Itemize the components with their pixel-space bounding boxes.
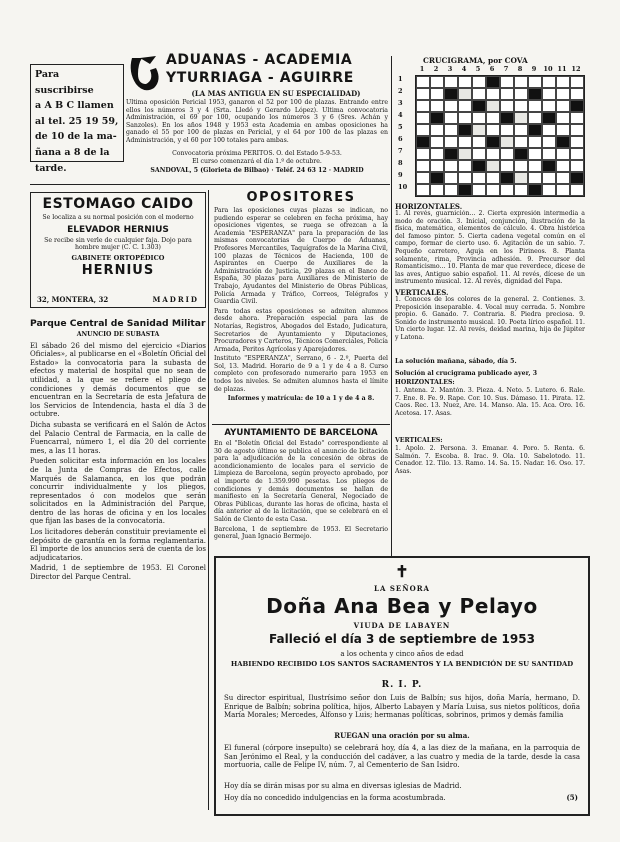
crossword-cell (570, 124, 584, 136)
obituary-mass: Hoy día se dirán misas por su alma en diversas iglesias de Madrid. (224, 782, 462, 790)
crossword-cell (514, 88, 528, 100)
crossword-block (444, 88, 458, 100)
crossword-cell (570, 136, 584, 148)
aduanas-begin: El curso comenzará el día 1.º de octubre. (192, 158, 322, 165)
aduanas-address: SANDOVAL, 5 (Glorieta de Bilbao) · Teléf. 24 63 12 · MADRID (150, 167, 364, 174)
previous-v-solution: 1. Apolo. 2. Persona. 3. Emanar. 4. Poro. 5. Renta. 6. Salmón. 7. Escoba. 8. Irac. 9. Ola. 10. Sabelotodo. 11. Cenador. 12. Tilo. 13. Ramo. 14. Sa. 15. Nadar. 16. Oso. 17. Asas. (395, 445, 585, 475)
crossword-block (528, 124, 542, 136)
crossword-cell (444, 160, 458, 172)
crossword-grid (415, 75, 585, 197)
crossword-cell (444, 76, 458, 88)
crossword-cell (416, 148, 430, 160)
obituary-funeral: El funeral (córpore insepulto) se celebrará hoy, día 4, a las diez de la mañana, en la parroquia de San Jerónimo el Real, y la conducción del cadáver, a las cuatro y media de la tarde, desde la casa mortuoria, calle de Felipe IV, núm. 7, al Cementerio de San Isidro. (224, 744, 580, 770)
crossword-block (486, 136, 500, 148)
obituary (214, 556, 590, 816)
obituary-sacraments: HABIENDO RECIBIDO LOS SANTOS SACRAMENTOS Y LA BENDICIÓN DE SU SANTIDAD (230, 660, 574, 668)
col-number: 1 (419, 65, 425, 73)
crossword-cell (486, 100, 500, 112)
parque-para-4: Los licitadores deberán constituir previamente el depósito de garantía en la forma reglamentaria. El importe de los anuncios será de cuenta de los adjudicatarios. (30, 528, 206, 562)
crossword-cell (444, 112, 458, 124)
crossword-cell (472, 124, 486, 136)
estomago-brand-2: HERNIUS (81, 262, 155, 278)
crossword-block (416, 136, 430, 148)
crossword-cell (416, 88, 430, 100)
col-number: 8 (517, 65, 523, 73)
crossword-block (542, 160, 556, 172)
crossword-cell (500, 76, 514, 88)
crossword-cell (514, 124, 528, 136)
col-number: 9 (531, 65, 537, 73)
crossword-block (500, 172, 514, 184)
crossword-cell (570, 88, 584, 100)
crossword-cell (472, 184, 486, 196)
crossword-cell (444, 124, 458, 136)
obituary-ref: (5) (566, 793, 578, 802)
previous-solution-title: Solución al crucigrama publicado ayer, 3 (395, 370, 538, 377)
crossword-cell (556, 160, 570, 172)
crossword-block (570, 100, 584, 112)
opositores-para-1: Para las oposiciones cuyas plazas se indican, no pudiendo esperar se celebren en fecha próxima, hay oposiciones vigentes, se ruega se ofrezcan a la Academia "ESPERANZA" para la preparación de las mismas convocatorias de Cuerpo de Aduanas, Profesores Mercantiles, Taquígrafos de la Marina Civil, 100 plazas de Técnicos de Hacienda, 100 de Aspirantes en Cuerpo de Auxiliares de la Administración de Justicia, 29 plazas en el Banco de España, 30 plazas para Auxiliares de Ministerio de Trabajo, Ayudantes del Ministerio de Obras Públicas, Policía Armada y Tráfico, Correos, Telégrafos y Guardia Civil. (214, 207, 388, 306)
crossword-cell (514, 160, 528, 172)
estomago-cabinet: GABINETE ORTOPÉDICO (71, 253, 165, 262)
col-number: 6 (489, 65, 495, 73)
crossword-cell (486, 160, 500, 172)
crossword-cell (556, 112, 570, 124)
aduanas-next: Convocatoria próxima PERITOS. O. del Estado 5-9-53. (172, 150, 342, 157)
obituary-intro: LA SEÑORA (374, 584, 430, 593)
crossword-cell (528, 160, 542, 172)
crossword-cell (528, 112, 542, 124)
solution-note: La solución mañana, sábado, día 5. (395, 358, 517, 365)
estomago-city: MADRID (152, 295, 199, 304)
crossword-cell (486, 148, 500, 160)
crossword-block (570, 172, 584, 184)
barcelona-notice (214, 428, 388, 552)
crossword-cell (542, 88, 556, 100)
obituary-rip: R. I. P. (381, 680, 423, 690)
crossword-cell (570, 112, 584, 124)
subscription-box (30, 64, 124, 174)
subscription-text: Para suscribirse a A B C llamen al tel. 25 19 59, de 10 de la ma- ñana a 8 de la tarde. (35, 69, 119, 174)
col-number: 7 (503, 65, 509, 73)
col-number: 10 (543, 65, 553, 73)
row-number: 2 (398, 87, 403, 95)
crossword-cell (458, 160, 472, 172)
opositores-para-4: Informes y matrícula: de 10 a 1 y de 4 a 8. (227, 395, 375, 403)
crossword-cell (458, 148, 472, 160)
estomago-ad (30, 192, 206, 308)
row-number: 5 (398, 123, 403, 131)
crossword-block (458, 124, 472, 136)
crossword-cell (500, 136, 514, 148)
crossword-cell (430, 100, 444, 112)
crossword-cell (486, 112, 500, 124)
estomago-address: 32, MONTERA, 32 (37, 295, 109, 304)
verticales-label: VERTICALES. (395, 288, 449, 297)
crossword-cell (486, 172, 500, 184)
crossword-cell (542, 100, 556, 112)
opositores-ad (214, 190, 388, 422)
crossword-cell (542, 184, 556, 196)
row-number: 1 (398, 75, 403, 83)
obituary-age: a los ochenta y cinco años de edad (340, 650, 464, 658)
crossword-cell (514, 100, 528, 112)
crossword-cell (528, 76, 542, 88)
crossword-block (486, 76, 500, 88)
crossword-cell (430, 148, 444, 160)
obituary-family: Su director espiritual, Ilustrísimo señor don Luis de Balbín; sus hijos, doña María, hermano, D. Enrique de Balbín; sobrina política, hijos, Alberto Labayen y María Luisa, sus nietos políticos, doña María Morales; Mercedes, Alfonso y Luis; hermanas políticas, sobrinos, primos y demás familia (224, 694, 580, 720)
row-number: 10 (398, 183, 408, 191)
barcelona-title: AYUNTAMIENTO DE BARCELONA (224, 428, 378, 438)
crossword-cell (416, 112, 430, 124)
crossword-cell (570, 160, 584, 172)
barcelona-sign: Barcelona, 1 de septiembre de 1953. El Secretario general, Juan Ignacio Bermejo. (214, 525, 388, 541)
row-number: 7 (398, 147, 403, 155)
aduanas-subtitle: (LA MAS ANTIGUA EN SU ESPECIALIDAD) (191, 89, 361, 98)
divider-top (30, 184, 390, 185)
col-number: 12 (571, 65, 581, 73)
crossword-cell (500, 160, 514, 172)
crossword-cell (556, 100, 570, 112)
crossword-cell (542, 124, 556, 136)
crossword-cell (416, 172, 430, 184)
crossword-cell (556, 76, 570, 88)
crossword-cell (556, 88, 570, 100)
crossword-cell (500, 184, 514, 196)
crossword-cell (500, 88, 514, 100)
crossword-cell (556, 184, 570, 196)
crossword-cell (416, 160, 430, 172)
estomago-title: ESTOMAGO CAIDO (42, 196, 194, 212)
obituary-name: Doña Ana Bea y Pelayo (266, 594, 538, 618)
col-number: 11 (557, 65, 567, 73)
crossword-cell (458, 76, 472, 88)
col-number: 5 (475, 65, 481, 73)
crossword-cell (486, 88, 500, 100)
row-number: 9 (398, 171, 403, 179)
crossword-cell (500, 148, 514, 160)
aduanas-title-1: ADUANAS - ACADEMIA (166, 52, 353, 68)
crossword-block (444, 148, 458, 160)
crossword-cell (542, 172, 556, 184)
obituary-died: Falleció el día 3 de septiembre de 1953 (269, 632, 535, 646)
parque-para-3: Pueden solicitar esta información en los locales de la Junta de Compras de Efectos, calle Marqués de Salamanca, en los que podrán concurrir individualmente y los pliegos, representados ó con modelos que serán solicitados en la Administración del Parque, dentro de las horas de oficina y en los locales que fijan las bases de la convocatoria. (30, 457, 206, 526)
crossword-cell (430, 136, 444, 148)
crossword-cell (514, 184, 528, 196)
previous-v-label: VERTICALES: (395, 437, 443, 444)
crossword-cell (542, 76, 556, 88)
divider-mid (212, 424, 390, 425)
cross-icon: ✝ (395, 562, 409, 581)
crossword-block (542, 112, 556, 124)
crossword-cell (542, 148, 556, 160)
crossword-cell (430, 160, 444, 172)
obituary-widow: VIUDA DE LABAYEN (353, 621, 451, 630)
crossword-block (514, 148, 528, 160)
crossword-cell (514, 136, 528, 148)
verticales-clues: 1. Conoces de los colores de la general. 2. Contienes. 3. Preposición inseparable. 4. Vocal muy cerrada. 5. Nombre propio. 6. Ganado. 7. Contraria. 8. Piedra preciosa. 9. Sonido de instrumento musical. 10. Poeta lírico español. 11. Un cierto lugar. 12. Al revés, deidad marina, hija de Júpiter y Latona. (395, 296, 585, 341)
crossword-cell (472, 172, 486, 184)
crossword-cell (556, 148, 570, 160)
estomago-line1: Se localiza a su normal posición con el moderno (42, 214, 194, 221)
crossword-cell (556, 124, 570, 136)
crossword-cell (416, 76, 430, 88)
crossword-block (472, 100, 486, 112)
crossword-cell (528, 172, 542, 184)
obituary-footer: Hoy día no concedido indulgencias en la forma acostumbrada. (224, 794, 446, 802)
crossword-cell (444, 172, 458, 184)
crossword-block (528, 184, 542, 196)
crossword-block (458, 184, 472, 196)
opositores-para-2: Para todas estas oposiciones se admiten alumnos desde ahora. Preparación especial para las de Notarías, Registros, Abogados del Estado, Judicatura, Secretarios de Ayuntamiento y Diputaciones, Procuradores y Carteros, Técnicos Comerciales, Policía Armada, Peritos Agrícolas y Aparejadores. (214, 307, 388, 353)
academy-logo-icon (126, 54, 162, 98)
crossword-cell (458, 88, 472, 100)
crossword-cell (472, 88, 486, 100)
crossword-cell (444, 100, 458, 112)
crossword-cell (430, 124, 444, 136)
row-number: 8 (398, 159, 403, 167)
row-number: 6 (398, 135, 403, 143)
crossword-cell (514, 172, 528, 184)
column-divider-2 (391, 56, 392, 556)
estomago-line2: Se recibe sin verle de cualquier faja. Dojo para hombre mujer (C. C. 1.303) (44, 236, 192, 252)
crossword-cell (416, 184, 430, 196)
previous-h-label: HORIZONTALES: (395, 379, 455, 386)
crossword-cell (416, 100, 430, 112)
aduanas-ad (126, 52, 388, 182)
crossword-block (556, 136, 570, 148)
crossword-block (430, 172, 444, 184)
crossword-cell (430, 88, 444, 100)
crossword-cell (430, 76, 444, 88)
crossword-col-numbers (415, 65, 583, 73)
crossword-cell (542, 136, 556, 148)
column-divider-1 (208, 190, 209, 810)
crossword-cell (416, 124, 430, 136)
crossword-cell (514, 76, 528, 88)
horizontales-clues: 1. Al revés, guarnición... 2. Cierta expresión intermedia a modo de oración. 3. Inicial, conjunción, ilustración de la física, matemática, elementos de cálculo. 4. Obra histórica del famoso pintor. 5. Cierta cadena vegetal común en el campo, formar de cierto uso. 6. Agitación de un sabio. 7. Pequeño carretero, Aguja en los Pirineos. 8. Planta solamente, rima, Provincia adhesión. 9. Precursor del Romanticismo... 10. Planta de mar que reverdece, dícese de las aves, Antiguo sabio español. 11. Al revés, dícese de un instrumento musical. 12. Al revés, dignidad del Papa. (395, 210, 585, 286)
barcelona-body: En el "Boletín Oficial del Estado" correspondiente al 30 de agosto último se publica el anuncio de licitación para la adjudicación de la concesión de obras de acondicionamiento de locales para el servicio de Limpieza de Barcelona, según proyecto aprobado, por el importe de 1.359.990 pesetas. Los pliegos de condiciones y demás documentos se hallan de manifiesto en la Secretaría General, Negociado de Obras Públicas, durante las horas de oficina, hasta el día anterior al de la licitación, que se celebrará en el Salón de Ciento de esta Casa. (214, 440, 388, 523)
crossword-cell (500, 124, 514, 136)
crossword-cell (570, 184, 584, 196)
parque-notice (30, 318, 206, 808)
row-number: 4 (398, 111, 403, 119)
col-number: 2 (433, 65, 439, 73)
crossword-block (500, 112, 514, 124)
parque-para-5: Madrid, 1 de septiembre de 1953. El Coronel Director del Parque Central. (30, 564, 206, 582)
crossword-cell (570, 76, 584, 88)
col-number: 4 (461, 65, 467, 73)
crossword-cell (570, 148, 584, 160)
parque-para-2: Dicha subasta se verificará en el Salón de Actos del Palacio Central de Farmacia, en la calle de Fuencarral, número 1, el día 20 del corriente mes, a las 11 horas. (30, 420, 206, 455)
crossword-cell (472, 76, 486, 88)
crossword-cell (444, 136, 458, 148)
crossword-cell (472, 148, 486, 160)
crossword-cell (528, 148, 542, 160)
col-number: 3 (447, 65, 453, 73)
parque-para-1: El sábado 26 del mismo del ejercicio «Diarios Oficiales», al publicarse en el «Boletín Oficial del Estado» la convocatoria para la subasta de efectos y material de hospital que no sean de utilidad, a la que se refiere el pliego de condiciones y demás documentos que se encuentran en la Secretaría de esta Jefatura de los Servicios de Intendencia, hasta el día 3 de octubre. (30, 341, 206, 419)
crossword-cell (458, 100, 472, 112)
row-number: 3 (398, 99, 403, 107)
crossword-cell (444, 184, 458, 196)
parque-title: Parque Central de Sanidad Militar (30, 318, 206, 329)
opositores-title: OPOSITORES (246, 190, 356, 205)
crossword-cell (514, 112, 528, 124)
crossword-block (472, 160, 486, 172)
opositores-para-3: Instituto "ESPERANZA", Serrano, 6 - 2.º, Puerta del Sol, 13. Madrid. Horario de 9 a 1 y de 4 a 8. Curso completo con profesorado numerario para 1953 en todos los niveles. Se admiten alumnos hasta el límite de plazas. (214, 355, 388, 393)
obituary-request: RUEGAN una oración por su alma. (334, 731, 470, 740)
crossword-cell (472, 136, 486, 148)
crossword-cell (472, 112, 486, 124)
crossword-cell (458, 136, 472, 148)
aduanas-title-2: YTURRIAGA - AGUIRRE (166, 70, 354, 86)
crossword-cell (430, 184, 444, 196)
crossword-cell (528, 100, 542, 112)
crossword-cell (458, 172, 472, 184)
crossword-title: CRUCIGRAMA, por COVA (423, 56, 528, 65)
crossword-cell (486, 124, 500, 136)
crossword-cell (458, 112, 472, 124)
parque-sub: ANUNCIO DE SUBASTA (76, 331, 160, 338)
crossword-block (430, 112, 444, 124)
crossword-cell (500, 100, 514, 112)
previous-h-solution: 1. Antena. 2. Mantón. 3. Pieza. 4. Neto. 5. Lutero. 6. Rale. 7. Ene. 8. Fe. 9. Rape. Cor. 10. Sus. Dámaso. 11. Pirata. 12. Caos. Rec. 13. Nuez, Are. 14. Manso. Ala. 15. Aca. Oro. 16. Acetosa. 17. Asas. (395, 387, 585, 417)
crossword-cell (528, 136, 542, 148)
crossword-cell (486, 184, 500, 196)
crossword-block (528, 88, 542, 100)
aduanas-body: Ultima oposición Pericial 1953, ganaron el 52 por 100 de plazas. Entrando entre ellos los números 3 y 4 (Srta. Lledó y Gerardo López). Ultima convocatoria Administración, el 69 por 100, ocupando los números 3 y 6 (Sres. Achán y Sanzoles). En los años 1948 y 1953 esta Academia en ambas oposiciones ha ganado el 55 por 100 de plazas en Pericial, y el 64 por 100 de las plazas en Administración, y el 60 por 100 totales para ambas. (126, 99, 388, 144)
crossword-cell (556, 172, 570, 184)
crossword-row-numbers (398, 75, 407, 195)
horizontales-label: HORIZONTALES. (395, 202, 463, 211)
estomago-brand: ELEVADOR HERNIUS (67, 224, 169, 235)
